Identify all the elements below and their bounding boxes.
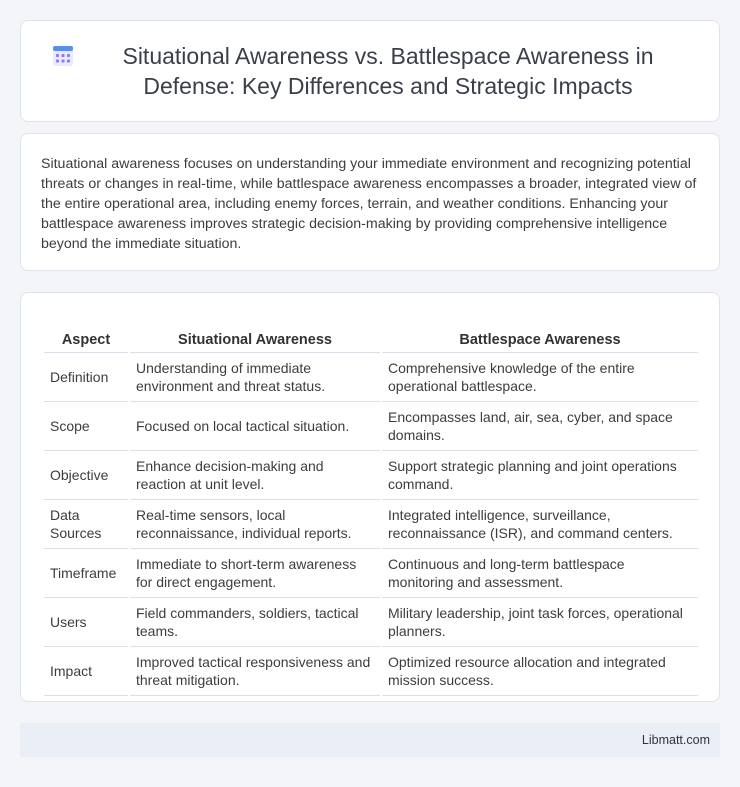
comparison-table: [42, 313, 700, 696]
cell-aspect: Timeframe: [44, 549, 128, 598]
cell-situational: Improved tactical responsiveness and threat mitigation.: [130, 647, 380, 696]
cell-aspect: Objective: [44, 451, 128, 500]
cell-situational: Immediate to short-term awareness for direct engagement.: [130, 549, 380, 598]
cell-situational: Enhance decision-making and reaction at unit level.: [130, 451, 380, 500]
table-row: [44, 353, 698, 402]
cell-aspect: Data Sources: [44, 500, 128, 549]
table-row: [44, 549, 698, 598]
header-aspect: Aspect: [44, 313, 128, 353]
cell-battlespace: Comprehensive knowledge of the entire operational battlespace.: [382, 353, 698, 402]
cell-situational: Focused on local tactical situation.: [130, 402, 380, 451]
header-situational-awareness: Situational Awareness: [130, 313, 380, 353]
title-card: [20, 20, 720, 122]
cell-battlespace: Integrated intelligence, surveillance, reconnaissance (ISR), and command centers.: [382, 500, 698, 549]
intro-paragraph: Situational awareness focuses on understanding your immediate environment and recognizing potential threats or changes in real-time, while battlespace awareness encompasses a broader, integrated view of the entire operational area, including enemy forces, terrain, and weather conditions. Enhancing your battlespace awareness improves strategic decision-making by providing comprehensive intelligence beyond the immediate situation.: [41, 156, 697, 252]
table-row: [44, 500, 698, 549]
table-row: [44, 598, 698, 647]
cell-battlespace: Military leadership, joint task forces, operational planners.: [382, 598, 698, 647]
footer-site-link[interactable]: Libmatt.com: [641, 733, 710, 747]
cell-battlespace: Support strategic planning and joint operations command.: [382, 451, 698, 500]
table-row: [44, 402, 698, 451]
title-wrap: [21, 41, 719, 101]
cell-battlespace: Encompasses land, air, sea, cyber, and space domains.: [382, 402, 698, 451]
cell-aspect: Impact: [44, 647, 128, 696]
cell-situational: Understanding of immediate environment and threat status.: [130, 353, 380, 402]
page-title: Situational Awareness vs. Battlespace Awareness in Defense: Key Differences and Strategic Impacts: [122, 43, 654, 99]
table-grid-icon: [51, 44, 75, 68]
table-row: [44, 451, 698, 500]
cell-aspect: Definition: [44, 353, 128, 402]
cell-aspect: Scope: [44, 402, 128, 451]
cell-battlespace: Optimized resource allocation and integrated mission success.: [382, 647, 698, 696]
table-row: [44, 647, 698, 696]
cell-situational: Field commanders, soldiers, tactical teams.: [130, 598, 380, 647]
table-header-row: [44, 313, 698, 353]
cell-battlespace: Continuous and long-term battlespace monitoring and assessment.: [382, 549, 698, 598]
cell-situational: Real-time sensors, local reconnaissance, individual reports.: [130, 500, 380, 549]
header-battlespace-awareness: Battlespace Awareness: [382, 313, 698, 353]
intro-card: [20, 133, 720, 271]
footer-bar: [20, 723, 720, 757]
cell-aspect: Users: [44, 598, 128, 647]
comparison-card: [20, 292, 720, 702]
